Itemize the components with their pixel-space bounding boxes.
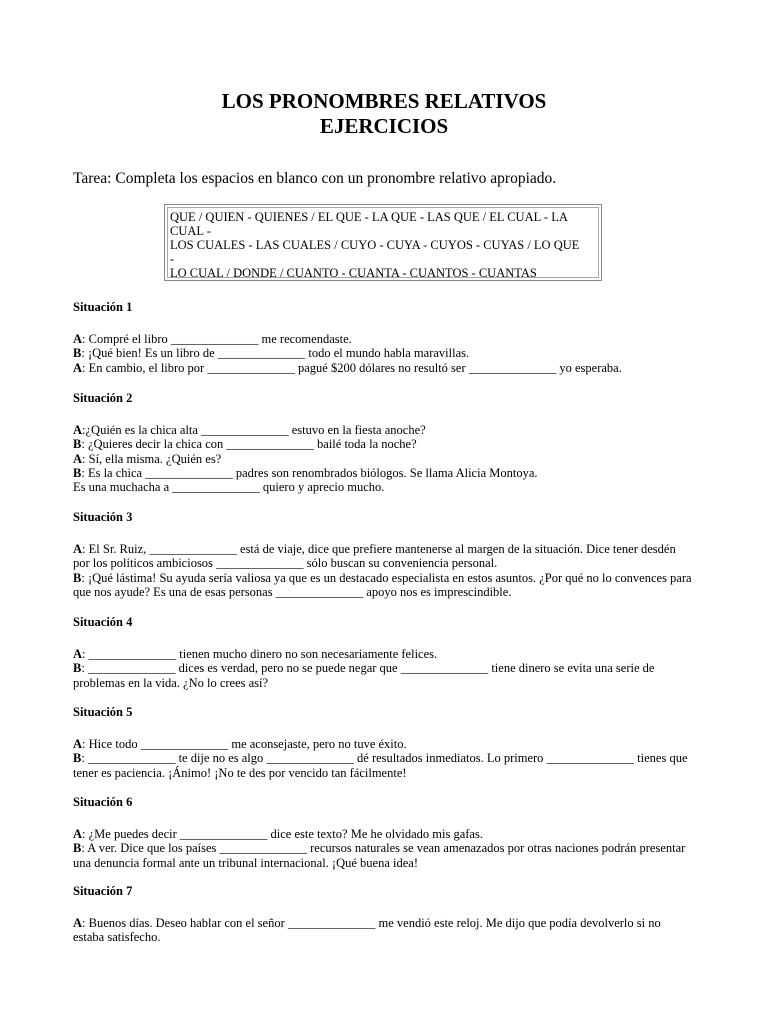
speaker-label: A <box>73 423 83 437</box>
situation-title: Situación 4 <box>73 615 133 629</box>
dialogue-text: : Es la chica ______________ padres son renombrados biólogos. Se llama Alicia Montoya. <box>81 465 538 480</box>
dialogue-line <box>73 647 695 661</box>
dialogue-text: :¿Quién es la chica alta ______________ estuvo en la fiesta anoche? <box>82 423 426 437</box>
dialogue-text: : ______________ dices es verdad, pero no se puede negar que ______________ tiene dinero se evita una serie de problemas en la vida. ¿No lo crees así? <box>73 661 655 690</box>
word-box-line: QUE / QUIEN - QUIENES / EL QUE - LA QUE - LAS QUE / EL CUAL - LA <box>170 210 568 224</box>
dialogue-text: : ¿Quieres decir la chica con ______________ bailé toda la noche? <box>81 437 417 452</box>
situation-7 <box>73 884 695 945</box>
dialogue-line <box>73 466 695 480</box>
speaker-label: B <box>73 346 82 361</box>
word-box-line: CUAL - <box>170 224 211 238</box>
dialogue-text: : En cambio, el libro por ______________ pagué $200 dólares no resultó ser ______________ yo esperaba. <box>82 360 622 375</box>
dialogue-text: : ______________ tienen mucho dinero no son necesariamente felices. <box>82 647 438 661</box>
situation-title: Situación 6 <box>73 795 133 809</box>
dialogue-line <box>73 480 695 494</box>
pronoun-word-box-inner <box>167 207 599 278</box>
speaker-label: A <box>73 332 83 346</box>
dialogue-line <box>73 751 695 780</box>
dialogue-line <box>73 423 695 437</box>
situation-title: Situación 1 <box>73 300 133 314</box>
speaker-label: B <box>73 465 82 480</box>
dialogue-text: : Sí, ella misma. ¿Quién es? <box>82 451 222 466</box>
situation-4 <box>73 615 695 690</box>
dialogue-line <box>73 661 695 690</box>
speaker-label: B <box>73 841 82 856</box>
dialogue-line <box>73 571 695 600</box>
dialogue-line <box>73 452 695 466</box>
speaker-label: B <box>73 437 82 452</box>
dialogue-line <box>73 916 695 945</box>
situation-title: Situación 7 <box>73 884 133 898</box>
dialogue-text: : Hice todo ______________ me aconsejaste, pero no tuve éxito. <box>82 737 407 751</box>
word-box-line: LOS CUALES - LAS CUALES / CUYO - CUYA - CUYOS - CUYAS / LO QUE <box>170 238 580 252</box>
situation-title: Situación 5 <box>73 705 133 719</box>
speaker-label: A <box>73 647 83 661</box>
dialogue-line <box>73 437 695 451</box>
dialogue-line <box>73 361 695 375</box>
dialogue-line <box>73 332 695 346</box>
speaker-label: A <box>73 542 83 556</box>
situation-5 <box>73 705 695 780</box>
dialogue-line <box>73 346 695 360</box>
dialogue-line <box>73 542 695 571</box>
dialogue-line <box>73 737 695 751</box>
speaker-label: B <box>73 570 82 585</box>
dialogue-text: : ¿Me puedes decir ______________ dice este texto? Me he olvidado mis gafas. <box>82 827 483 841</box>
speaker-label: B <box>73 661 82 676</box>
document-subtitle: EJERCICIOS <box>319 114 449 138</box>
speaker-label: A <box>73 916 83 930</box>
document-title: LOS PRONOMBRES RELATIVOS <box>221 89 547 113</box>
dialogue-text: : El Sr. Ruiz, ______________ está de viaje, dice que prefiere mantenerse al margen de la situación. Dice tener desdén por los políticos ambiciosos ______________ sólo buscan su conveniencia personal. <box>73 542 676 571</box>
dialogue-text: : ______________ te dije no es algo ______________ dé resultados inmediatos. Lo primero ______________ tienes que tener es paciencia. ¡Ánimo! ¡No te des por vencido tan fácilmente! <box>73 751 688 780</box>
dialogue-text: : A ver. Dice que los países ______________ recursos naturales se vean amenazados por otras naciones podrán presentar una denuncia formal ante un tribunal internacional. ¡Qué buena idea! <box>73 841 686 870</box>
word-box-line: LO CUAL / DONDE / CUANTO - CUANTA - CUANTOS - CUANTAS <box>170 266 537 280</box>
speaker-label: B <box>73 751 82 766</box>
pronoun-word-box <box>164 204 602 281</box>
dialogue-line <box>73 827 695 841</box>
dialogue-text: : Buenos días. Deseo hablar con el señor ______________ me vendió este reloj. Me dijo que podía devolverlo si no estaba satisfecho. <box>73 916 661 945</box>
situation-3 <box>73 510 695 599</box>
speaker-label: A <box>73 451 83 466</box>
dialogue-text: : ¡Qué bien! Es un libro de ______________ todo el mundo habla maravillas. <box>81 346 470 361</box>
situation-2 <box>73 391 695 494</box>
word-box-line: - <box>170 252 175 266</box>
dialogue-text: : ¡Qué lástima! Su ayuda sería valiosa ya que es un destacado especialista en estos asuntos. ¿Por qué no lo convences para que nos ayude? Es una de esas personas ______________ apoyo nos es imprescindible. <box>73 570 692 599</box>
situation-title: Situación 2 <box>73 391 133 405</box>
dialogue-line <box>73 841 695 870</box>
dialogue-text: Es una muchacha a ______________ quiero y aprecio mucho. <box>73 480 385 495</box>
speaker-label: A <box>73 360 83 375</box>
situation-title: Situación 3 <box>73 510 133 524</box>
task-instructions: Tarea: Completa los espacios en blanco con un pronombre relativo apropiado. <box>73 170 557 187</box>
speaker-label: A <box>73 827 83 841</box>
situation-6 <box>73 795 695 870</box>
dialogue-text: : Compré el libro ______________ me recomendaste. <box>82 332 352 346</box>
situation-1 <box>73 300 695 375</box>
speaker-label: A <box>73 737 83 751</box>
